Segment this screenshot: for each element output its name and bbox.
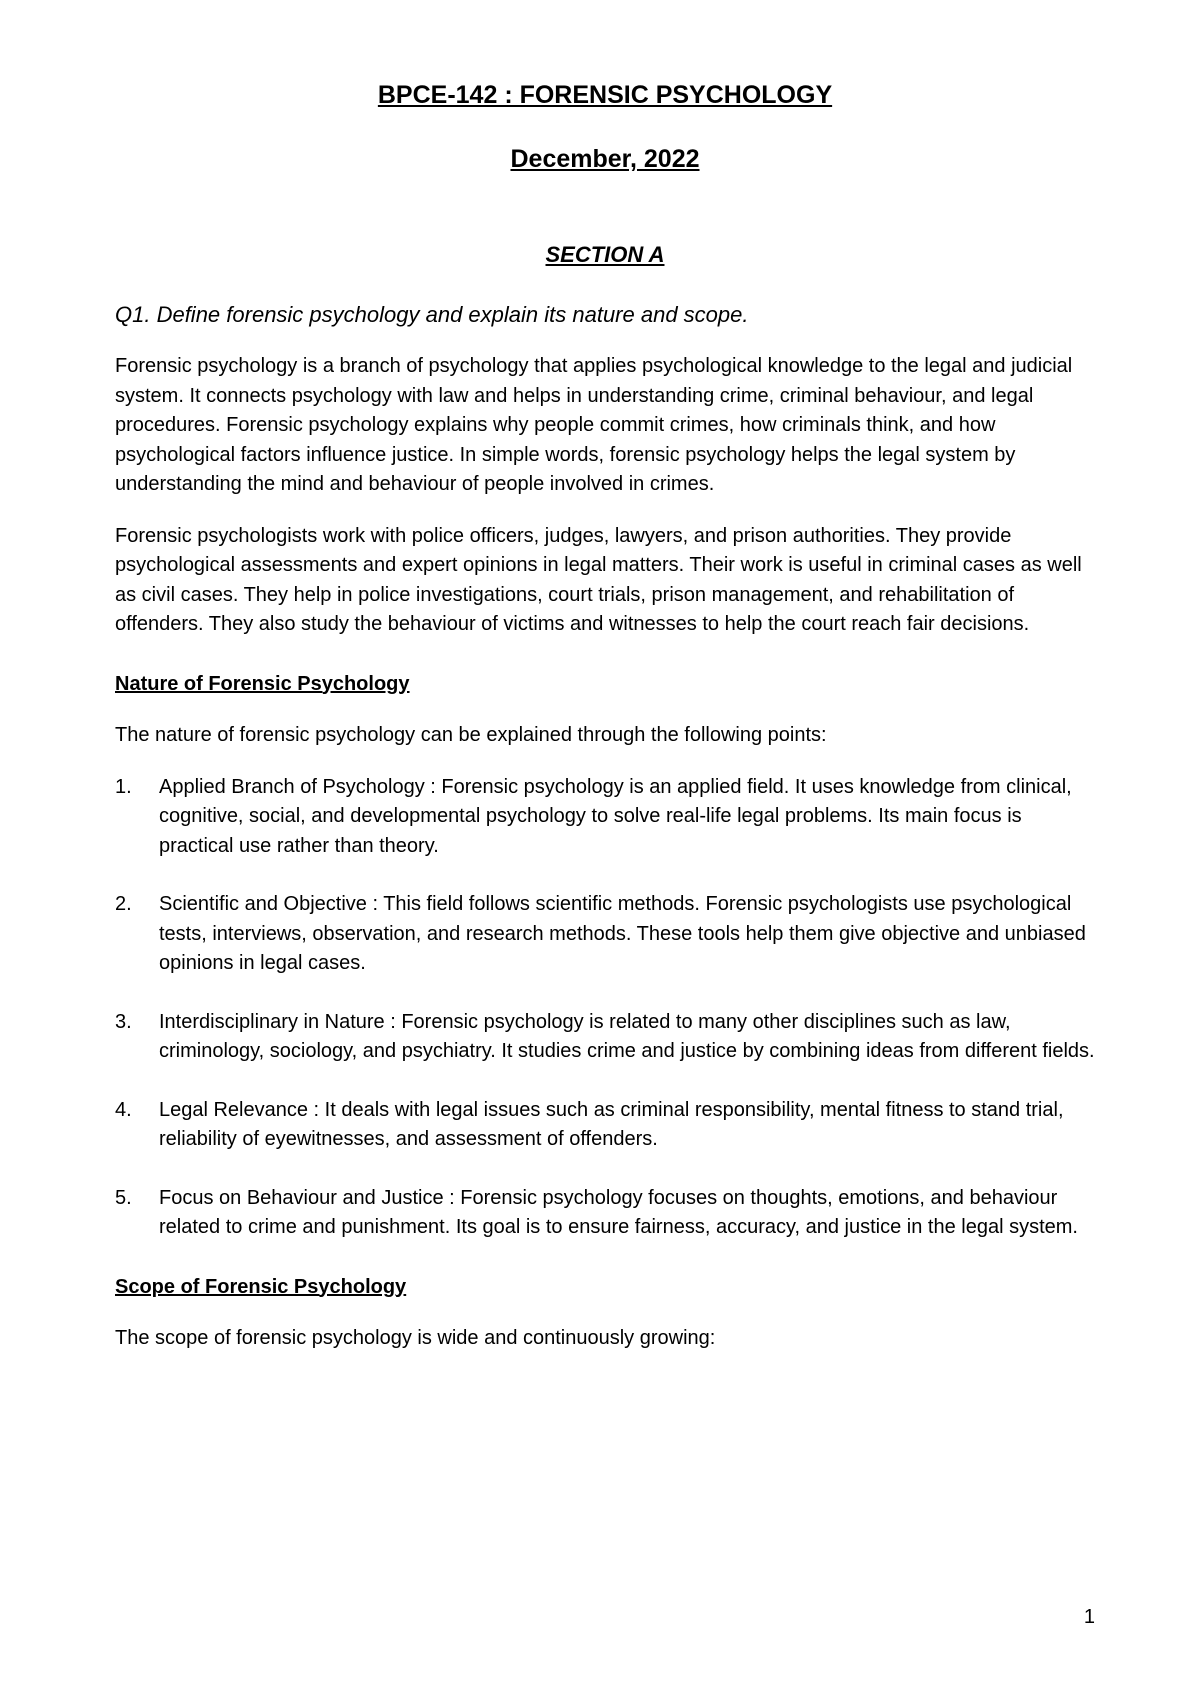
list-item: [115, 773, 1095, 862]
list-item-text: Legal Relevance : It deals with legal issues such as criminal responsibility, mental fitness to stand trial, reliability of eyewitnesses, and assessment of offenders.: [159, 1098, 1064, 1150]
document-title: BPCE-142 : FORENSIC PSYCHOLOGY: [377, 81, 833, 109]
list-item-text: Focus on Behaviour and Justice : Forensic psychology focuses on thoughts, emotions, and behaviour related to crime and punishment. Its goal is to ensure fairness, accuracy, and justice in the legal system.: [159, 1186, 1078, 1238]
list-item-text: Interdisciplinary in Nature : Forensic psychology is related to many other disciplines such as law, criminology, sociology, and psychiatry. It studies crime and justice by combining ideas from different fields.: [159, 1010, 1095, 1062]
scope-heading: Scope of Forensic Psychology: [115, 1275, 407, 1298]
section-label: SECTION A: [545, 242, 665, 267]
nature-intro: The nature of forensic psychology can be explained through the following points:: [115, 724, 827, 746]
list-item: [115, 1008, 1095, 1067]
list-item-number: 4.: [115, 1098, 132, 1121]
list-item-number: 5.: [115, 1186, 132, 1209]
nature-points-list: [115, 773, 1095, 1243]
list-item-number: 3.: [115, 1010, 132, 1033]
scope-intro: The scope of forensic psychology is wide and continuously growing:: [115, 1327, 716, 1349]
intro-paragraph-2: Forensic psychologists work with police officers, judges, lawyers, and prison authorities. They provide psychological assessments and expert opinions in legal matters. Their work is useful in criminal cases as well as civil cases. They help in police investigations, court trials, prison management, and rehabilitation of offenders. They also study the behaviour of victims and witnesses to help the court reach fair decisions.: [115, 524, 1082, 635]
page-content: [115, 78, 1095, 1354]
list-item: [115, 890, 1095, 979]
list-item-text: Scientific and Objective : This field follows scientific methods. Forensic psychologists use psychological tests, interviews, observation, and research methods. These tools help them give objective and unbiased opinions in legal cases.: [159, 893, 1086, 974]
intro-paragraph-1: Forensic psychology is a branch of psychology that applies psychological knowledge to the legal and judicial system. It connects psychology with law and helps in understanding crime, criminal behaviour, and legal procedures. Forensic psychology explains why people commit crimes, how criminals think, and how psychological factors influence justice. In simple words, forensic psychology helps the legal system by understanding the mind and behaviour of people involved in crimes.: [115, 355, 1073, 495]
list-item: [115, 1184, 1095, 1243]
nature-heading: Nature of Forensic Psychology: [115, 672, 410, 695]
list-item: [115, 1096, 1095, 1155]
list-item-number: 2.: [115, 893, 132, 915]
question-text: Q1. Define forensic psychology and explain its nature and scope.: [115, 302, 749, 327]
list-item-number: 1.: [115, 775, 132, 798]
list-item-text: Applied Branch of Psychology : Forensic psychology is an applied field. It uses knowledge from clinical, cognitive, social, and developmental psychology to solve real-life legal problems. Its main focus is practical use rather than theory.: [159, 775, 1072, 857]
exam-date: December, 2022: [510, 145, 700, 173]
page-number: 1: [1083, 1606, 1095, 1628]
